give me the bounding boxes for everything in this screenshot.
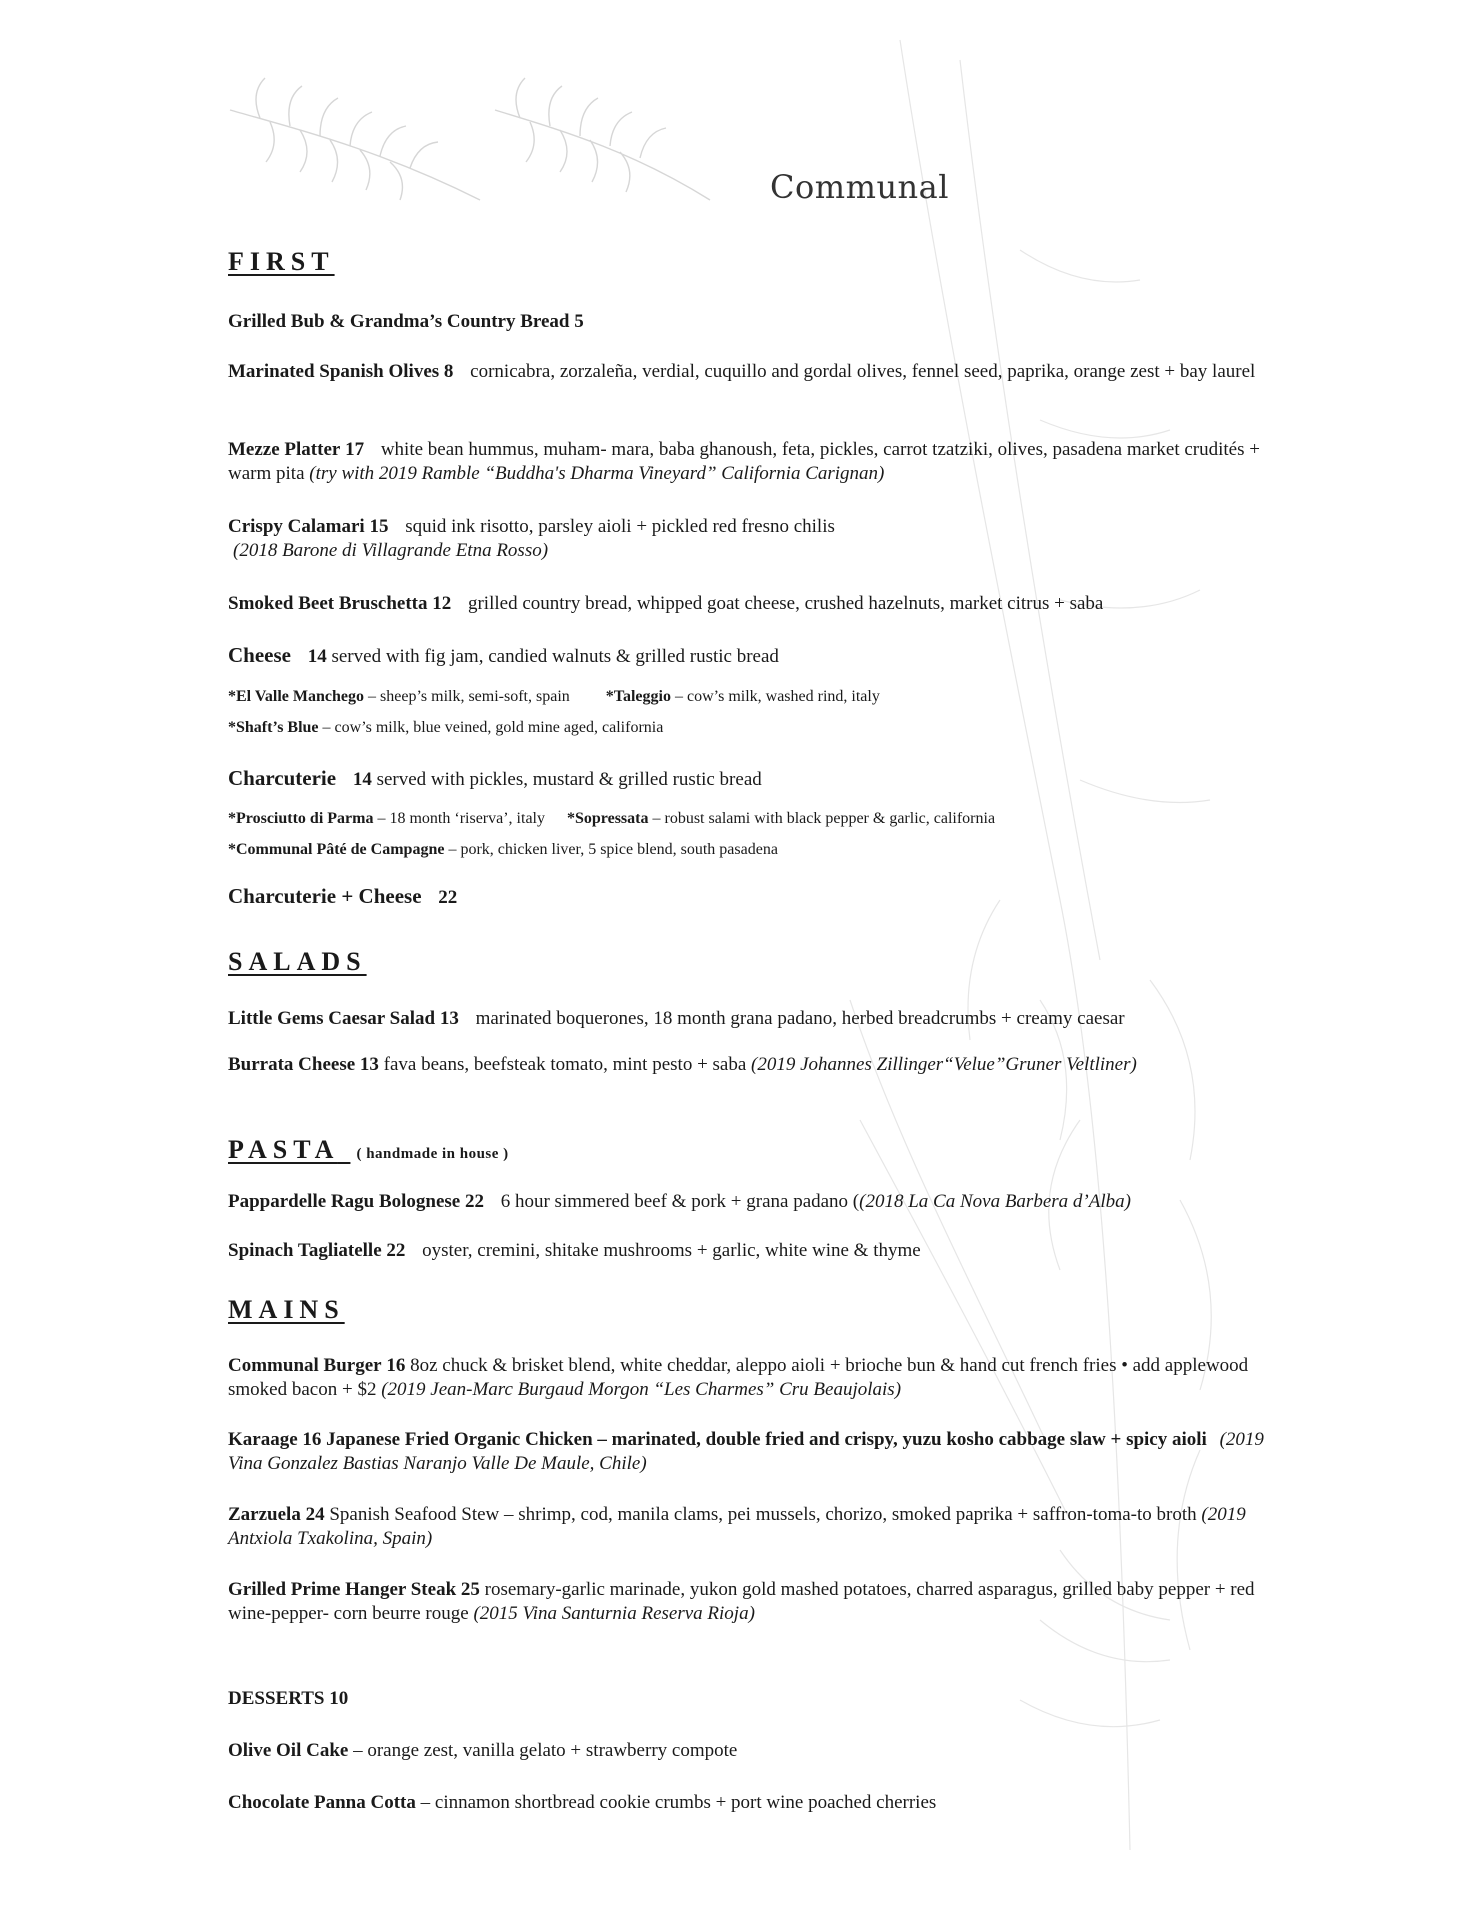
item-name: Zarzuela bbox=[228, 1504, 301, 1525]
wine-pairing: (2019 Johannes Zillinger“Velue”Gruner Veltliner) bbox=[751, 1054, 1137, 1075]
section-note: ( handmade in house ) bbox=[356, 1146, 509, 1162]
item-price: 22 bbox=[386, 1240, 406, 1261]
item-name: Mezze Platter bbox=[228, 439, 341, 460]
wine-pairing: (try with 2019 Ramble “Buddha's Dharma Vineyard” California Carignan) bbox=[309, 463, 885, 484]
restaurant-title: Communal bbox=[770, 168, 949, 206]
item-description: squid ink risotto, parsley aioli + pickled red fresno chilis bbox=[405, 516, 835, 537]
item-description: served with fig jam, candied walnuts & grilled rustic bread bbox=[331, 646, 779, 667]
item-name: Cheese bbox=[228, 643, 291, 667]
menu-item-caesar bbox=[228, 1007, 1268, 1031]
item-name: Charcuterie bbox=[228, 766, 337, 790]
menu-item-olive-oil-cake bbox=[228, 1739, 1268, 1763]
item-price: 5 bbox=[574, 311, 584, 332]
menu-item-olives bbox=[228, 360, 1268, 384]
charcuterie-name: *Communal Pâté de Campagne bbox=[228, 841, 445, 858]
charcuterie-name: *Prosciutto di Parma bbox=[228, 810, 374, 827]
item-price: 16 bbox=[302, 1429, 322, 1450]
section-heading-salads: SALADS bbox=[228, 947, 367, 976]
item-price: 22 bbox=[438, 887, 458, 908]
charcuterie-option-row bbox=[228, 838, 1268, 862]
item-name: Burrata Cheese bbox=[228, 1054, 356, 1075]
item-name: Grilled Bub & Grandma’s Country Bread bbox=[228, 311, 570, 332]
menu-item-country-bread bbox=[228, 310, 1268, 334]
cheese-description: – sheep’s milk, semi-soft, spain bbox=[368, 688, 570, 705]
wine-pairing: (2019 Antxiola Txakolina, Spain) bbox=[228, 1504, 1246, 1549]
item-description: – orange zest, vanilla gelato + strawberry compote bbox=[353, 1740, 738, 1761]
item-name: Olive Oil Cake bbox=[228, 1740, 349, 1761]
item-name: Pappardelle Ragu Bolognese bbox=[228, 1191, 461, 1212]
item-description: marinated boquerones, 18 month grana padano, herbed breadcrumbs + creamy caesar bbox=[475, 1008, 1125, 1029]
item-price: 12 bbox=[432, 593, 452, 614]
item-name: Karaage bbox=[228, 1429, 298, 1450]
menu-item-bruschetta bbox=[228, 592, 1268, 616]
item-name: Crispy Calamari bbox=[228, 516, 365, 537]
cheese-option-row bbox=[228, 685, 1268, 709]
charcuterie-option-row bbox=[228, 807, 1268, 831]
item-description: Spanish Seafood Stew – shrimp, cod, manila clams, pei mussels, chorizo, smoked paprika + saffron-toma-to broth bbox=[329, 1504, 1202, 1525]
menu-item-cheese bbox=[228, 643, 1268, 669]
item-name: Grilled Prime Hanger Steak bbox=[228, 1579, 457, 1600]
charcuterie-description: – robust salami with black pepper & garlic, california bbox=[652, 810, 996, 827]
item-price: 14 bbox=[352, 769, 372, 790]
section-heading-first: FIRST bbox=[228, 247, 335, 276]
charcuterie-description: – 18 month ‘riserva’, italy bbox=[377, 810, 545, 827]
cheese-name: *Taleggio bbox=[605, 688, 671, 705]
menu-item-mezze bbox=[228, 438, 1268, 486]
item-description: grilled country bread, whipped goat cheese, crushed hazelnuts, market citrus + saba bbox=[467, 593, 1104, 614]
item-description: white bean hummus, muham- mara, baba ghanoush, feta, pickles, carrot tzatziki, olives, pasadena market crudités + warm pita bbox=[228, 439, 1260, 484]
item-name: Little Gems Caesar Salad bbox=[228, 1008, 436, 1029]
item-description: oyster, cremini, shitake mushrooms + garlic, white wine & thyme bbox=[422, 1240, 921, 1261]
item-price: 17 bbox=[345, 439, 365, 460]
menu-item-tagliatelle bbox=[228, 1239, 1268, 1263]
wine-pairing: (2019 Jean-Marc Burgaud Morgon “Les Charmes” Cru Beaujolais) bbox=[381, 1379, 902, 1400]
item-description: 8oz chuck & brisket blend, white cheddar, aleppo aioli + brioche bun & hand cut french fries • add applewood smoked bacon + $2 bbox=[228, 1355, 1249, 1400]
item-description: fava beans, beefsteak tomato, mint pesto + saba bbox=[383, 1054, 752, 1075]
wine-pairing: (2018 La Ca Nova Barbera d’Alba) bbox=[859, 1191, 1131, 1212]
charcuterie-description: – pork, chicken liver, 5 spice blend, south pasadena bbox=[448, 841, 778, 858]
section-heading-desserts: DESSERTS 10 bbox=[228, 1688, 349, 1709]
section-heading-mains: MAINS bbox=[228, 1295, 345, 1324]
section-heading-text: PASTA bbox=[228, 1135, 338, 1164]
cheese-name: *Shaft’s Blue bbox=[228, 719, 319, 736]
section-heading-pasta bbox=[228, 1135, 509, 1166]
item-price: 15 bbox=[369, 516, 389, 537]
menu-item-karaage bbox=[228, 1428, 1268, 1476]
item-price: 16 bbox=[386, 1355, 406, 1376]
item-price: 25 bbox=[460, 1579, 480, 1600]
item-description: cornicabra, zorzaleña, verdial, cuquillo and gordal olives, fennel seed, paprika, orange zest + bay laurel bbox=[470, 361, 1256, 382]
item-price: 13 bbox=[359, 1054, 379, 1075]
item-name: Spinach Tagliatelle bbox=[228, 1240, 382, 1261]
cheese-description: – cow’s milk, washed rind, italy bbox=[674, 688, 880, 705]
wine-pairing: (2018 Barone di Villagrande Etna Rosso) bbox=[233, 540, 549, 561]
item-description: rosemary-garlic marinade, yukon gold mashed potatoes, charred asparagus, grilled baby pepper + red wine-pepper- corn beurre rouge bbox=[228, 1579, 1255, 1624]
item-description: 6 hour simmered beef & pork + grana padano ( bbox=[500, 1191, 860, 1212]
item-name: Charcuterie + Cheese bbox=[228, 884, 422, 908]
item-price: 24 bbox=[305, 1504, 325, 1525]
menu-item-panna-cotta bbox=[228, 1791, 1268, 1815]
cheese-name: *El Valle Manchego bbox=[228, 688, 365, 705]
menu-item-charcuterie bbox=[228, 766, 1268, 792]
menu-item-burrata bbox=[228, 1053, 1268, 1077]
item-name: Chocolate Panna Cotta bbox=[228, 1792, 416, 1813]
cheese-description: – cow’s milk, blue veined, gold mine aged, california bbox=[322, 719, 664, 736]
item-name: Communal Burger bbox=[228, 1355, 382, 1376]
menu-item-pappardelle bbox=[228, 1190, 1268, 1214]
item-name: Marinated Spanish Olives bbox=[228, 361, 440, 382]
menu-item-charcuterie-cheese bbox=[228, 884, 1268, 910]
item-price: 22 bbox=[464, 1191, 484, 1212]
menu-item-zarzuela bbox=[228, 1503, 1268, 1551]
wine-pairing: (2019 Vina Gonzalez Bastias Naranjo Valle De Maule, Chile) bbox=[228, 1429, 1264, 1474]
item-description: Japanese Fried Organic Chicken – marinated, double fried and crispy, yuzu kosho cabbage slaw + spicy aioli bbox=[326, 1429, 1207, 1450]
charcuterie-name: *Sopressata bbox=[566, 810, 649, 827]
item-price: 13 bbox=[439, 1008, 459, 1029]
item-description: served with pickles, mustard & grilled rustic bread bbox=[376, 769, 762, 790]
item-price: 14 bbox=[307, 646, 327, 667]
cheese-option-row bbox=[228, 716, 1268, 740]
menu-item-steak bbox=[228, 1578, 1268, 1626]
wine-pairing: (2015 Vina Santurnia Reserva Rioja) bbox=[473, 1603, 755, 1624]
item-price: 8 bbox=[443, 361, 454, 382]
menu-item-burger bbox=[228, 1354, 1268, 1402]
item-name: Smoked Beet Bruschetta bbox=[228, 593, 428, 614]
item-description: – cinnamon shortbread cookie crumbs + port wine poached cherries bbox=[420, 1792, 937, 1813]
menu-item-calamari bbox=[228, 515, 1268, 563]
